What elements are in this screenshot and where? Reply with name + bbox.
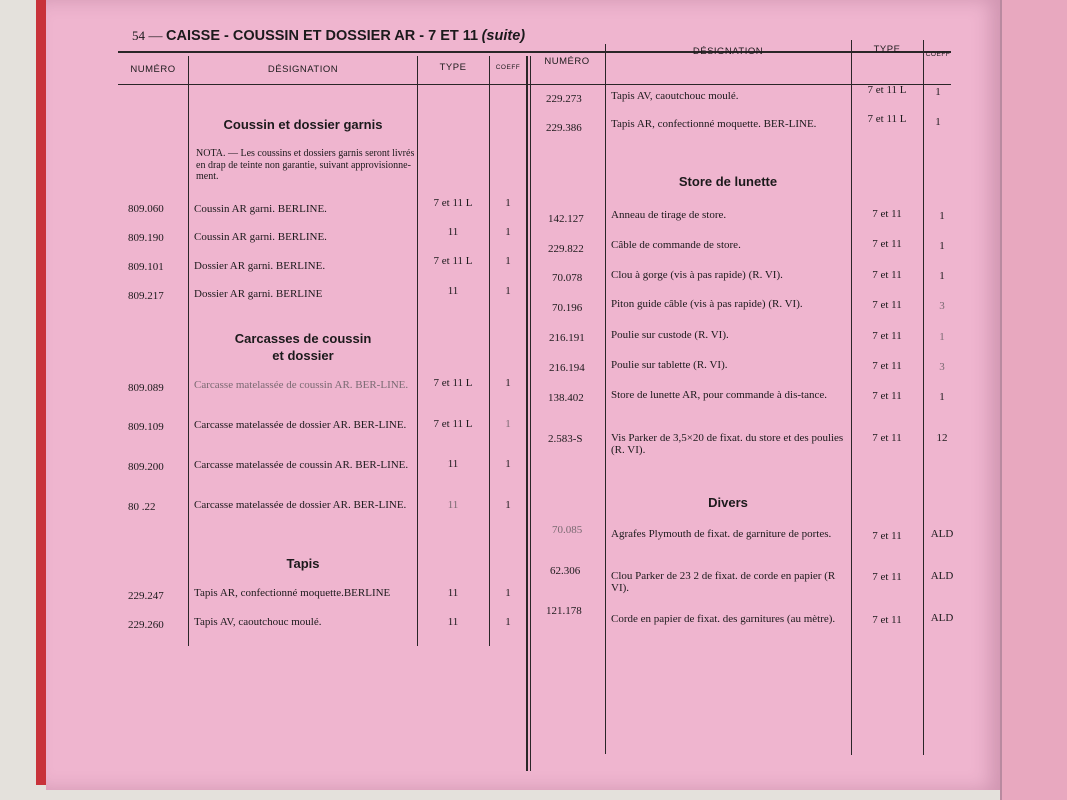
part-designation: Coussin AR garni. BERLINE.: [194, 203, 327, 215]
part-coeff: ALD: [930, 570, 954, 582]
center-divider: [530, 56, 531, 771]
nota-text: NOTA. — Les coussins et dossiers garnis seront livrés en drap de teinte non garantie, suivant approvisionne-ment.: [196, 148, 415, 182]
part-type: 11: [447, 285, 459, 297]
part-designation: Clou à gorge (vis à pas rapide) (R. VI).: [611, 269, 783, 281]
part-coeff: 1: [935, 86, 941, 98]
header-numero-right: NUMÉRO: [544, 56, 590, 67]
part-coeff: 1: [505, 499, 511, 511]
part-coeff: 1: [505, 587, 511, 599]
part-coeff: 1: [939, 391, 945, 403]
section-heading-line: et dossier: [272, 348, 334, 363]
part-designation: Tapis AR, confectionné moquette.BERLINE: [194, 587, 391, 599]
part-designation: Vis Parker de 3,5×20 de fixat. du store et des poulies (R. VI).: [611, 432, 844, 456]
part-coeff: 1: [939, 240, 945, 252]
part-type: 7 et 11: [872, 269, 902, 281]
part-type: 7 et 11 L: [433, 418, 473, 430]
part-type: 7 et 11: [872, 330, 902, 342]
part-designation: Dossier AR garni. BERLINE: [194, 288, 323, 300]
part-coeff: 1: [505, 255, 511, 267]
part-designation: Carcasse matelassée de coussin AR. BER-LINE.: [194, 459, 409, 471]
part-coeff: ALD: [930, 528, 954, 540]
part-coeff: ALD: [930, 612, 954, 624]
part-designation: Carcasse matelassée de coussin AR. BER-LINE.: [194, 379, 409, 391]
section-heading: [190, 330, 416, 364]
part-number: 62.306: [550, 565, 581, 577]
part-number: 229.273: [546, 93, 582, 105]
part-type: 7 et 11: [872, 299, 902, 311]
part-number: 809.109: [128, 421, 164, 433]
part-coeff: 1: [505, 285, 511, 297]
section-heading: Divers: [708, 495, 748, 510]
part-type: 7 et 11: [872, 614, 902, 626]
header-coeff-right: COEFF: [925, 51, 951, 58]
part-designation: Carcasse matelassée de dossier AR. BER-LINE.: [194, 499, 407, 511]
part-designation: Piton guide câble (vis à pas rapide) (R. VI).: [611, 298, 803, 310]
part-coeff: 1: [505, 226, 511, 238]
header-coeff-left: COEFF: [495, 64, 521, 71]
next-page-edge: [1000, 0, 1067, 800]
part-designation: Tapis AV, caoutchouc moulé.: [611, 90, 739, 102]
part-coeff: 1: [939, 270, 945, 282]
part-type: 7 et 11: [872, 360, 902, 372]
part-number: 142.127: [548, 213, 584, 225]
part-number: 2.583-S: [548, 433, 583, 445]
part-number: 138.402: [548, 392, 584, 404]
part-coeff: 3: [939, 300, 945, 312]
part-designation: Anneau de tirage de store.: [611, 209, 727, 221]
header-numero-left: NUMÉRO: [130, 64, 176, 75]
part-type: 7 et 11 L: [867, 113, 907, 125]
part-type: 7 et 11: [872, 432, 902, 444]
section-heading: Coussin et dossier garnis: [223, 117, 383, 132]
part-type: 7 et 11 L: [433, 377, 473, 389]
part-number: 80 .22: [128, 501, 156, 513]
part-type: 7 et 11: [872, 530, 902, 542]
part-coeff: 1: [505, 377, 511, 389]
part-coeff: 1: [935, 116, 941, 128]
part-coeff: 12: [936, 432, 948, 444]
part-type: 7 et 11: [872, 208, 902, 220]
part-type: 7 et 11: [872, 571, 902, 583]
part-number: 809.200: [128, 461, 164, 473]
part-number: 229.386: [546, 122, 582, 134]
part-designation: Corde en papier de fixat. des garnitures (au mètre).: [611, 613, 836, 625]
part-number: 809.060: [128, 203, 164, 215]
part-number: 70.085: [552, 524, 583, 536]
part-type: 11: [447, 226, 459, 238]
header-type-right: TYPE: [873, 44, 901, 55]
part-type: 7 et 11 L: [867, 84, 907, 96]
part-number: 229.247: [128, 590, 164, 602]
part-designation: Agrafes Plymouth de fixat. de garniture de portes.: [611, 528, 832, 540]
center-divider: [526, 56, 528, 771]
part-coeff: 1: [505, 616, 511, 628]
part-number: 121.178: [546, 605, 582, 617]
header-designation-left: DÉSIGNATION: [267, 64, 339, 75]
section-heading: Tapis: [286, 556, 320, 571]
part-type: 11: [447, 499, 459, 511]
part-type: 7 et 11 L: [433, 255, 473, 267]
part-number: 229.260: [128, 619, 164, 631]
part-type: 7 et 11 L: [433, 197, 473, 209]
part-designation: Store de lunette AR, pour commande à dis-tance.: [611, 389, 827, 401]
part-coeff: 1: [939, 210, 945, 222]
part-coeff: 1: [505, 197, 511, 209]
header-type-left: TYPE: [439, 62, 467, 73]
part-number: 70.196: [552, 302, 583, 314]
part-number: 70.078: [552, 272, 583, 284]
part-type: 11: [447, 587, 459, 599]
section-heading-line: Carcasses de coussin: [234, 331, 372, 346]
part-designation: Poulie sur tablette (R. VI).: [611, 359, 728, 371]
part-designation: Tapis AR, confectionné moquette. BER-LINE.: [611, 118, 817, 130]
part-number: 216.194: [549, 362, 585, 374]
column-divider: [489, 56, 490, 646]
part-number: 216.191: [549, 332, 585, 344]
page-number: 54: [132, 28, 145, 43]
page-title: CAISSE - COUSSIN ET DOSSIER AR - 7 ET 11: [166, 28, 479, 44]
page-heading: 54 — CAISSE - COUSSIN ET DOSSIER AR - 7 ET 11 (suite): [132, 28, 526, 44]
column-divider: [188, 56, 189, 646]
part-coeff: 1: [505, 458, 511, 470]
part-designation: Tapis AV, caoutchouc moulé.: [194, 616, 322, 628]
part-designation: Clou Parker de 23 2 de fixat. de corde en papier (R VI).: [611, 570, 836, 594]
part-designation: Poulie sur custode (R. VI).: [611, 329, 729, 341]
part-designation: Coussin AR garni. BERLINE.: [194, 231, 327, 243]
column-divider: [417, 56, 418, 646]
part-coeff: 1: [939, 331, 945, 343]
part-designation: Câble de commande de store.: [611, 239, 741, 251]
header-bottom-rule: [118, 84, 951, 85]
section-heading: Store de lunette: [678, 174, 778, 189]
column-divider: [605, 44, 606, 754]
part-type: 11: [447, 616, 459, 628]
part-type: 7 et 11: [872, 390, 902, 402]
part-type: 7 et 11: [872, 238, 902, 250]
header-designation-right: DÉSIGNATION: [692, 46, 764, 57]
part-number: 809.217: [128, 290, 164, 302]
part-number: 229.822: [548, 243, 584, 255]
part-designation: Carcasse matelassée de dossier AR. BER-LINE.: [194, 419, 407, 431]
page-title-suffix: (suite): [481, 28, 526, 44]
part-number: 809.190: [128, 232, 164, 244]
part-number: 809.089: [128, 382, 164, 394]
part-type: 11: [447, 458, 459, 470]
part-coeff: 3: [939, 361, 945, 373]
part-coeff: 1: [505, 418, 511, 430]
part-designation: Dossier AR garni. BERLINE.: [194, 260, 326, 272]
part-number: 809.101: [128, 261, 164, 273]
